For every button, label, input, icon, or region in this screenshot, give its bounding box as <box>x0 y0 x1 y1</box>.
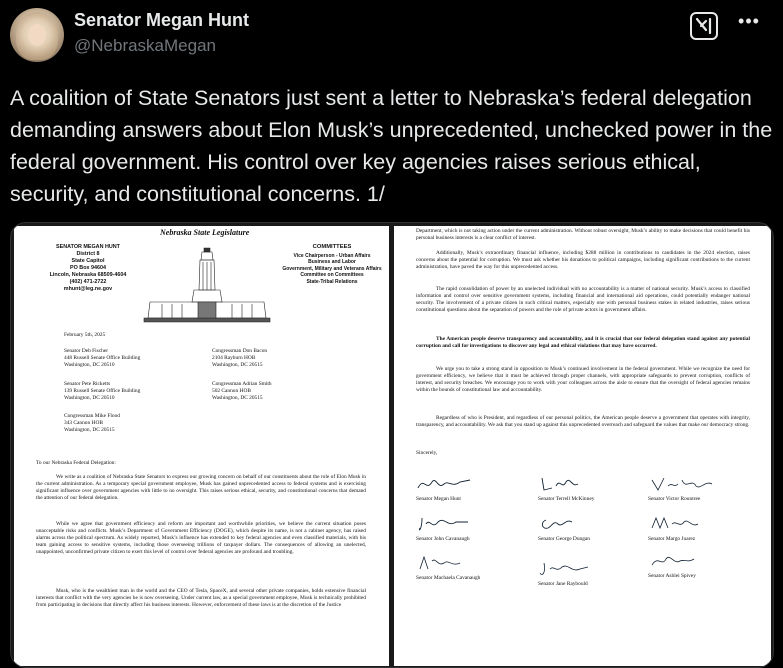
signature-block <box>538 474 648 502</box>
signature-image <box>648 474 718 494</box>
letter-page-2[interactable] <box>394 226 771 666</box>
letter-paragraph: The American people deserve transparency and accountability, and it is crucial that our federal delegation stand against any potential corruption and call for investigations to discover any legal and ethical violations that may have occurred. <box>416 336 750 349</box>
grok-glyph <box>695 17 713 35</box>
letter-paragraph: While we agree that government efficiency and reform are important and worthwhile priorities, we believe the current situation poses unacceptable risks and conflicts. Musk’s Department of Government Efficiency (DOGE), which despite its name, is not a cabinet agency, has raised alarms across the political spectrum. As widely reported, Musk’s influence has extended to key federal agencies and even classified materials, with his team gaining access to sensitive systems, including those overseeing trillions of taxpayer dollars. The consequences of allowing an unelected, unappointed, unconfirmed private citizen to exert this level of control over federal agencies are profound and troubling. <box>36 521 366 555</box>
signature-image <box>538 474 598 494</box>
signature-block <box>538 514 648 542</box>
signatory-name: Senator George Dungan <box>538 536 590 542</box>
signature-block <box>416 514 526 542</box>
address-line: Congressman Adrian Smith <box>212 381 272 387</box>
letter-paragraph: Musk, who is the wealthiest man in the world and the CEO of Tesla, SpaceX, and several other private companies, holds extensive financial interests that conflict with the very agencies he is now overseeing. Under current law, as a special government employee, Musk is technically prohibited from participating in decisions that directly affect his business interests. However, enforcement of these laws is at the discretion of the Justice <box>36 588 366 608</box>
signatory-name: Senator Margo Juarez <box>648 536 696 542</box>
committee-item: Vice Chairperson - Urban Affairs <box>293 252 371 259</box>
address-line: Senator Deb Fischer <box>64 348 109 354</box>
signature-image <box>648 514 708 534</box>
address-line: 448 Russell Senate Office Building <box>64 355 141 361</box>
address-line: Washington, DC 20515 <box>64 427 115 433</box>
signatory-name: Senator Machaela Cavanaugh <box>416 575 481 581</box>
letter-paragraph: We write as a coalition of Nebraska State Senators to express our growing concern on behalf of our constituents about the role of Elon Musk in the current administration. As a temporary special government employee, Musk has gained unprecedented access to federal systems and is exercising significant influence over government agencies with little to no oversight. This raises serious ethical, security, and constitutional concerns that demand the attention of our federal delegation. <box>36 474 366 501</box>
address-line: 502 Cannon HOB <box>212 388 251 394</box>
signatory-name: Senator Terrell McKinney <box>538 496 595 502</box>
letter-page-1[interactable] <box>14 226 389 666</box>
signatory-name: Senator Victor Rountree <box>648 496 701 502</box>
committees-title: COMMITTEES <box>312 244 352 250</box>
capitol-building-illustration <box>142 246 272 324</box>
recipient-address <box>212 381 272 402</box>
tweet-header <box>0 0 783 70</box>
signatory-name: Senator Megan Hunt <box>416 496 461 502</box>
recipient-address <box>64 413 120 434</box>
signatory-name: Senator Jane Raybould <box>538 581 588 587</box>
signature-image <box>648 551 708 571</box>
recipient-address <box>64 381 140 402</box>
sender-line: District 8 <box>76 251 100 257</box>
signature-image <box>416 474 476 494</box>
letter-salutation: To our Nebraska Federal Delegation: <box>36 460 116 466</box>
committee-item: Business and Labor <box>308 259 356 265</box>
signatory-name: Senator Ashlei Spivey <box>648 573 696 579</box>
signature-block <box>538 559 648 587</box>
signature-block <box>416 553 526 581</box>
address-line: 2104 Rayburn HOB <box>212 355 256 361</box>
signature-image <box>416 514 476 534</box>
sender-line: SENATOR MEGAN HUNT <box>56 244 120 250</box>
letterhead-title: Nebraska State Legislature <box>160 228 250 237</box>
author-display-name[interactable]: Senator Megan Hunt <box>74 10 250 30</box>
tweet-media[interactable] <box>10 222 774 668</box>
letter-paragraph: Additionally, Musk’s extraordinary financial influence, including $288 million in contributions to candidates in the 2024 election, raises concerns about the potential for corruption. We must ask whether his donations to political campaigns, including significant contributions to the current administration, have paved the way for this unprecedented access. <box>416 250 750 270</box>
letter-date: February 5th, 2025 <box>64 332 106 338</box>
letter-closing: Sincerely, <box>416 450 438 456</box>
committee-item: Committee on Committees <box>300 272 364 278</box>
recipient-address <box>212 348 267 369</box>
letter-paragraph: Regardless of who is President, and regardless of our personal politics, the American people deserve a government that operates with integrity, transparency, and accountability. We ask that you stand up against this unprecedented overreach and safeguard the values that make our democracy strong. <box>416 415 750 428</box>
address-line: 343 Cannon HOB <box>64 420 103 426</box>
sender-block <box>28 244 148 293</box>
address-line: Congressman Mike Flood <box>64 413 121 419</box>
sender-line: (402) 471-2722 <box>69 279 107 285</box>
more-horizontal-icon[interactable]: ••• <box>738 11 760 31</box>
tweet-text: A coalition of State Senators just sent a letter to Nebraska’s federal delegation demanding answers about Elon Musk’s unprecedented, unchecked power in the federal government. His control over key agencies raises serious ethical, security, and constitutional concerns. 1/ <box>10 86 773 206</box>
author-handle[interactable]: @NebraskaMegan <box>74 36 216 55</box>
signature-block <box>648 514 758 542</box>
address-line: Washington, DC 20515 <box>212 362 263 368</box>
signature-block <box>648 474 758 502</box>
sender-line: Lincoln, Nebraska 68509-4604 <box>49 272 127 278</box>
committee-item: Government, Military and Veterans Affairs <box>282 265 382 272</box>
signatory-name: Senator John Cavanaugh <box>416 536 470 542</box>
avatar[interactable] <box>10 8 64 62</box>
signature-block <box>648 551 758 579</box>
letter-paragraph: We urge you to take a strong stand in opposition to Musk’s continued involvement in the federal government. While we recognize the need for government efficiency, we believe that it must be achieved through proper channels, with appropriate safeguards to prevent corruption, conflicts of interest, and security breaches. We encourage you to work with your colleagues across the aisle to ensure that the oversight of federal agencies remains within the bounds of constitutional law and accountability. <box>416 366 750 393</box>
sender-line: State Capitol <box>71 258 105 264</box>
sender-line: mhunt@leg.ne.gov <box>63 286 113 292</box>
letter-paragraph: Department, which is not taking action under the current administration. Without robust oversight, Musk’s ability to make decisions that could benefit his personal business interests is a clear conflict of interest. <box>416 228 750 241</box>
address-line: Senator Pete Ricketts <box>64 381 111 387</box>
address-line: Congressman Don Bacon <box>212 348 268 354</box>
signature-block <box>416 474 526 502</box>
signature-image <box>538 514 598 534</box>
letter-paragraph: The rapid consolidation of power by an unelected individual with no accountability is a matter of national security. Musk’s access to classified information and control over sensitive government systems, including financial and international aid operations, could potentially endanger national security. The involvement of a private citizen in such critical matters, especially one with personal business stakes in related industries, raises serious constitutional questions about the separation of powers and the role of private actors in government affairs. <box>416 286 750 313</box>
sender-line: PO Box 94604 <box>70 265 106 271</box>
address-line: 139 Russell Senate Office Building <box>64 388 141 394</box>
avatar-face <box>28 24 46 46</box>
address-line: Washington, DC 20510 <box>64 395 115 401</box>
address-line: Washington, DC 20510 <box>64 362 115 368</box>
signature-image <box>416 553 476 573</box>
committee-item: State-Tribal Relations <box>306 278 358 285</box>
committees-block <box>282 244 382 285</box>
address-line: Washington, DC 20515 <box>212 395 263 401</box>
signature-image <box>538 559 598 579</box>
recipient-address <box>64 348 140 369</box>
grok-icon[interactable] <box>690 12 718 40</box>
